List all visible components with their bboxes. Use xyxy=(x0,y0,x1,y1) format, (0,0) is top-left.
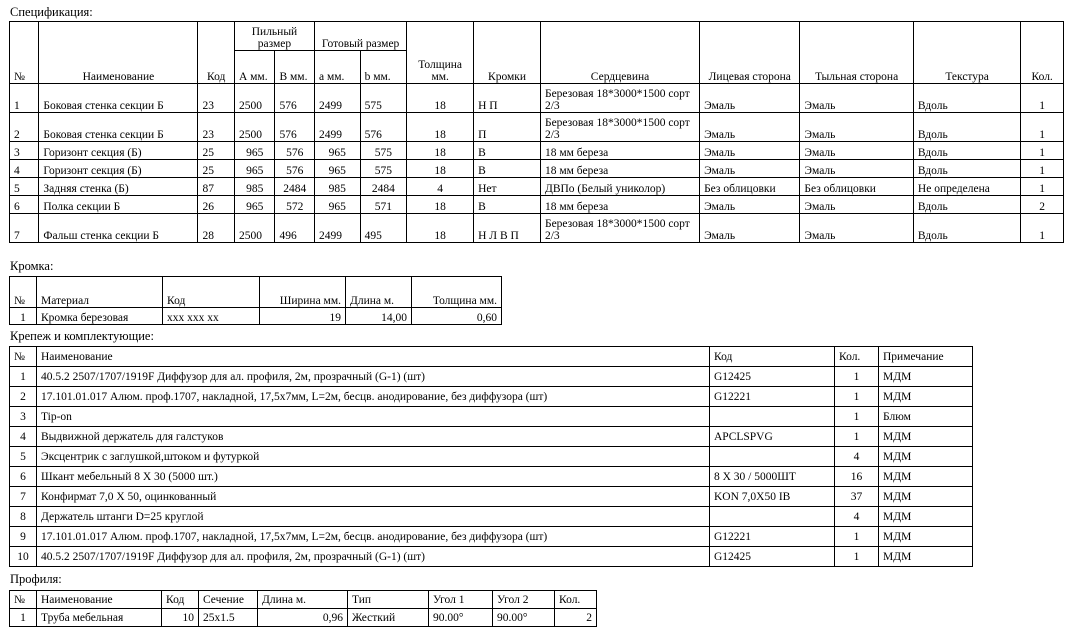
spec-cell-code: 26 xyxy=(198,196,234,214)
prof-cell-length: 0,96 xyxy=(258,609,348,627)
kromka-row xyxy=(10,308,502,325)
spec-header-ready-size: Готовый размер xyxy=(315,22,407,51)
spec-header-back: Тыльная сторона xyxy=(800,22,914,84)
kromka-header-code: Код xyxy=(163,277,260,308)
krep-cell-num: 2 xyxy=(10,387,37,407)
spec-row xyxy=(10,178,1064,196)
spec-cell-b: 572 xyxy=(275,196,315,214)
spec-cell-b: 576 xyxy=(275,113,315,142)
spec-cell-code: 87 xyxy=(198,178,234,196)
spec-cell-num: 1 xyxy=(10,84,39,113)
krep-cell-num: 10 xyxy=(10,547,37,567)
spec-row xyxy=(10,84,1064,113)
spec-cell-texture: Вдоль xyxy=(913,84,1020,113)
prof-cell-code: 10 xyxy=(162,609,199,627)
krep-cell-name: Конфирмат 7,0 Х 50, оцинкованный xyxy=(37,487,710,507)
spec-cell-a: 985 xyxy=(234,178,275,196)
spec-row xyxy=(10,196,1064,214)
spec-cell-face: Без облицовки xyxy=(700,178,800,196)
spec-cell-core: ДВПо (Белый униколор) xyxy=(540,178,699,196)
prof-header-type: Тип xyxy=(348,591,429,609)
spec-cell-code: 25 xyxy=(198,142,234,160)
spec-cell-edges: В xyxy=(474,160,541,178)
krep-cell-qty: 1 xyxy=(835,547,879,567)
section-title-krep: Крепеж и комплектующие: xyxy=(10,329,154,343)
prof-header-length: Длина м. xyxy=(258,591,348,609)
spec-cell-b-small: 575 xyxy=(360,84,407,113)
krep-row xyxy=(10,487,973,507)
krep-cell-name: Эксцентрик с заглушкой,штоком и футуркой xyxy=(37,447,710,467)
section-title-prof: Профиля: xyxy=(10,572,62,586)
spec-cell-code: 23 xyxy=(198,84,234,113)
spec-cell-num: 2 xyxy=(10,113,39,142)
spec-cell-thickness: 4 xyxy=(407,178,474,196)
spec-cell-back: Эмаль xyxy=(800,160,914,178)
kromka-cell-length: 14,00 xyxy=(346,308,412,325)
krep-header-num: № xyxy=(10,347,37,367)
kromka-cell-num: 1 xyxy=(10,308,37,325)
spec-table xyxy=(9,21,1064,243)
prof-header-angle2: Угол 2 xyxy=(493,591,555,609)
spec-cell-edges: В xyxy=(474,196,541,214)
krep-cell-code: 8 X 30 / 5000ШТ xyxy=(710,467,835,487)
prof-cell-name: Труба мебельная xyxy=(37,609,162,627)
spec-cell-thickness: 18 xyxy=(407,142,474,160)
krep-row xyxy=(10,367,973,387)
spec-cell-edges: П xyxy=(474,113,541,142)
spec-header-name: Наименование xyxy=(39,22,198,84)
spec-header-face: Лицевая сторона xyxy=(700,22,800,84)
spec-cell-qty: 2 xyxy=(1021,196,1064,214)
spec-row xyxy=(10,214,1064,243)
spec-cell-core: Березовая 18*3000*1500 сорт 2/3 xyxy=(540,214,699,243)
spec-cell-texture: Вдоль xyxy=(913,160,1020,178)
krep-cell-qty: 1 xyxy=(835,527,879,547)
krep-cell-num: 5 xyxy=(10,447,37,467)
krep-cell-qty: 4 xyxy=(835,507,879,527)
spec-cell-num: 7 xyxy=(10,214,39,243)
spec-cell-a: 965 xyxy=(234,142,275,160)
krep-cell-name: Держатель штанги D=25 круглой xyxy=(37,507,710,527)
spec-cell-a-small: 965 xyxy=(315,196,361,214)
spec-cell-a: 965 xyxy=(234,196,275,214)
krep-cell-qty: 37 xyxy=(835,487,879,507)
krep-cell-note: МДМ xyxy=(879,447,973,467)
spec-cell-face: Эмаль xyxy=(700,214,800,243)
spec-cell-num: 4 xyxy=(10,160,39,178)
spec-cell-a-small: 965 xyxy=(315,142,361,160)
spec-cell-b: 2484 xyxy=(275,178,315,196)
spec-header-code: Код xyxy=(198,22,234,84)
krep-cell-code: G12425 xyxy=(710,367,835,387)
krep-cell-qty: 1 xyxy=(835,407,879,427)
spec-header-thickness: Толщина мм. xyxy=(407,22,474,84)
krep-cell-code xyxy=(710,507,835,527)
krep-cell-name: 40.5.2 2507/1707/1919F Диффузор для ал. профиля, 2м, прозрачный (G-1) (шт) xyxy=(37,547,710,567)
spec-cell-back: Эмаль xyxy=(800,84,914,113)
spec-row xyxy=(10,160,1064,178)
spec-row xyxy=(10,113,1064,142)
prof-table xyxy=(9,590,597,627)
prof-cell-angle2: 90.00° xyxy=(493,609,555,627)
spec-cell-code: 28 xyxy=(198,214,234,243)
spec-cell-a-small: 2499 xyxy=(315,113,361,142)
krep-cell-qty: 4 xyxy=(835,447,879,467)
spec-cell-a: 2500 xyxy=(234,214,275,243)
krep-cell-qty: 1 xyxy=(835,387,879,407)
krep-row xyxy=(10,467,973,487)
spec-cell-face: Эмаль xyxy=(700,142,800,160)
krep-cell-qty: 1 xyxy=(835,367,879,387)
spec-cell-name: Горизонт секция (Б) xyxy=(39,160,198,178)
spec-cell-face: Эмаль xyxy=(700,113,800,142)
krep-cell-note: МДМ xyxy=(879,427,973,447)
prof-header-name: Наименование xyxy=(37,591,162,609)
krep-cell-code: G12425 xyxy=(710,547,835,567)
spec-cell-texture: Вдоль xyxy=(913,113,1020,142)
spec-cell-edges: В xyxy=(474,142,541,160)
spec-cell-b-small: 571 xyxy=(360,196,407,214)
krep-row xyxy=(10,447,973,467)
kromka-cell-width: 19 xyxy=(260,308,346,325)
kromka-cell-code: xxx xxx xx xyxy=(163,308,260,325)
spec-cell-core: 18 мм береза xyxy=(540,196,699,214)
krep-cell-code xyxy=(710,407,835,427)
krep-cell-note: МДМ xyxy=(879,387,973,407)
krep-cell-qty: 16 xyxy=(835,467,879,487)
spec-cell-edges: Н П xyxy=(474,84,541,113)
spec-cell-name: Полка секции Б xyxy=(39,196,198,214)
spec-cell-b-small: 575 xyxy=(360,142,407,160)
spec-cell-a: 2500 xyxy=(234,113,275,142)
krep-cell-name: Выдвижной держатель для галстуков xyxy=(37,427,710,447)
spec-row xyxy=(10,142,1064,160)
spec-cell-back: Эмаль xyxy=(800,142,914,160)
spec-cell-name: Боковая стенка секции Б xyxy=(39,84,198,113)
prof-cell-type: Жесткий xyxy=(348,609,429,627)
spec-cell-name: Горизонт секция (Б) xyxy=(39,142,198,160)
krep-cell-qty: 1 xyxy=(835,427,879,447)
spec-cell-face: Эмаль xyxy=(700,160,800,178)
kromka-header-material: Материал xyxy=(37,277,163,308)
spec-header-texture: Текстура xyxy=(913,22,1020,84)
spec-cell-num: 3 xyxy=(10,142,39,160)
spec-cell-qty: 1 xyxy=(1021,214,1064,243)
spec-cell-thickness: 18 xyxy=(407,214,474,243)
spec-cell-edges: Нет xyxy=(474,178,541,196)
prof-cell-num: 1 xyxy=(10,609,37,627)
spec-cell-a-small: 2499 xyxy=(315,84,361,113)
spec-cell-core: 18 мм береза xyxy=(540,142,699,160)
krep-cell-name: Tip-on xyxy=(37,407,710,427)
krep-cell-num: 8 xyxy=(10,507,37,527)
spec-cell-name: Боковая стенка секции Б xyxy=(39,113,198,142)
krep-row xyxy=(10,387,973,407)
spec-header-core: Сердцевина xyxy=(540,22,699,84)
krep-cell-name: 17.101.01.017 Алюм. проф.1707, накладной, 17,5х7мм, L=2м, бесцв. анодирование, без диффузора (шт) xyxy=(37,387,710,407)
spec-cell-b: 576 xyxy=(275,142,315,160)
kromka-header-thickness: Толщина мм. xyxy=(412,277,502,308)
krep-table xyxy=(9,346,973,567)
spec-header-edges: Кромки xyxy=(474,22,541,84)
spec-header-saw-size: Пильный размер xyxy=(234,22,314,51)
spec-cell-face: Эмаль xyxy=(700,84,800,113)
spec-cell-texture: Вдоль xyxy=(913,142,1020,160)
prof-header-section: Сечение xyxy=(199,591,258,609)
spec-cell-back: Эмаль xyxy=(800,214,914,243)
krep-cell-num: 6 xyxy=(10,467,37,487)
spec-cell-thickness: 18 xyxy=(407,196,474,214)
spec-cell-b-small: 575 xyxy=(360,160,407,178)
spec-cell-core: Березовая 18*3000*1500 сорт 2/3 xyxy=(540,113,699,142)
krep-cell-code: APCLSPVG xyxy=(710,427,835,447)
spec-cell-texture: Вдоль xyxy=(913,196,1020,214)
prof-header-qty: Кол. xyxy=(555,591,597,609)
prof-header-angle1: Угол 1 xyxy=(429,591,493,609)
spec-header-qty: Кол. xyxy=(1021,22,1064,84)
krep-cell-note: Блюм xyxy=(879,407,973,427)
kromka-table xyxy=(9,276,502,325)
spec-cell-qty: 1 xyxy=(1021,84,1064,113)
krep-row xyxy=(10,407,973,427)
krep-cell-note: МДМ xyxy=(879,507,973,527)
spec-cell-face: Эмаль xyxy=(700,196,800,214)
spec-cell-qty: 1 xyxy=(1021,178,1064,196)
kromka-cell-material: Кромка березовая xyxy=(37,308,163,325)
spec-cell-num: 5 xyxy=(10,178,39,196)
prof-cell-angle1: 90.00° xyxy=(429,609,493,627)
krep-row xyxy=(10,527,973,547)
krep-header-name: Наименование xyxy=(37,347,710,367)
spec-cell-a-small: 2499 xyxy=(315,214,361,243)
krep-header-code: Код xyxy=(710,347,835,367)
spec-header-b-small: b мм. xyxy=(360,51,407,84)
spec-cell-edges: Н Л В П xyxy=(474,214,541,243)
krep-cell-num: 9 xyxy=(10,527,37,547)
spec-cell-qty: 1 xyxy=(1021,113,1064,142)
krep-row xyxy=(10,547,973,567)
spec-cell-thickness: 18 xyxy=(407,160,474,178)
section-title-spec: Спецификация: xyxy=(10,5,93,19)
krep-cell-note: МДМ xyxy=(879,487,973,507)
spec-cell-core: Березовая 18*3000*1500 сорт 2/3 xyxy=(540,84,699,113)
krep-cell-code: KON 7,0X50 IB xyxy=(710,487,835,507)
krep-header-note: Примечание xyxy=(879,347,973,367)
spec-cell-b-small: 2484 xyxy=(360,178,407,196)
krep-cell-code xyxy=(710,447,835,467)
spec-cell-b: 576 xyxy=(275,160,315,178)
krep-cell-num: 1 xyxy=(10,367,37,387)
spec-cell-qty: 1 xyxy=(1021,160,1064,178)
krep-cell-name: 17.101.01.017 Алюм. проф.1707, накладной, 17,5х7мм, L=2м, бесцв. анодирование, без диффузора (шт) xyxy=(37,527,710,547)
spec-cell-back: Эмаль xyxy=(800,113,914,142)
prof-header-code: Код xyxy=(162,591,199,609)
section-title-kromka: Кромка: xyxy=(10,259,54,273)
spec-cell-code: 23 xyxy=(198,113,234,142)
prof-header-num: № xyxy=(10,591,37,609)
spec-cell-b: 576 xyxy=(275,84,315,113)
spec-cell-core: 18 мм береза xyxy=(540,160,699,178)
spec-cell-texture: Вдоль xyxy=(913,214,1020,243)
krep-cell-note: МДМ xyxy=(879,367,973,387)
spec-cell-num: 6 xyxy=(10,196,39,214)
krep-cell-num: 3 xyxy=(10,407,37,427)
spec-cell-b: 496 xyxy=(275,214,315,243)
spec-cell-b-small: 576 xyxy=(360,113,407,142)
prof-row xyxy=(10,609,597,627)
krep-row xyxy=(10,507,973,527)
spec-header-b-mm: В мм. xyxy=(275,51,315,84)
kromka-header-length: Длина м. xyxy=(346,277,412,308)
spec-header-a-small: a мм. xyxy=(315,51,361,84)
krep-row xyxy=(10,427,973,447)
kromka-cell-thickness: 0,60 xyxy=(412,308,502,325)
spec-cell-name: Фальш стенка секции Б xyxy=(39,214,198,243)
spec-cell-qty: 1 xyxy=(1021,142,1064,160)
kromka-header-width: Ширина мм. xyxy=(260,277,346,308)
krep-cell-note: МДМ xyxy=(879,547,973,567)
spec-cell-back: Эмаль xyxy=(800,196,914,214)
krep-cell-note: МДМ xyxy=(879,467,973,487)
spec-header-a-mm: А мм. xyxy=(234,51,275,84)
spec-cell-code: 25 xyxy=(198,160,234,178)
krep-cell-code: G12221 xyxy=(710,527,835,547)
krep-cell-num: 7 xyxy=(10,487,37,507)
krep-cell-name: Шкант мебельный 8 Х 30 (5000 шт.) xyxy=(37,467,710,487)
prof-cell-section: 25x1.5 xyxy=(199,609,258,627)
spec-header-num: № xyxy=(10,22,39,84)
spec-cell-back: Без облицовки xyxy=(800,178,914,196)
spec-cell-texture: Не определена xyxy=(913,178,1020,196)
spec-cell-a-small: 985 xyxy=(315,178,361,196)
krep-cell-num: 4 xyxy=(10,427,37,447)
spec-cell-a: 2500 xyxy=(234,84,275,113)
krep-cell-note: МДМ xyxy=(879,527,973,547)
kromka-header-num: № xyxy=(10,277,37,308)
spec-cell-thickness: 18 xyxy=(407,84,474,113)
spec-cell-b-small: 495 xyxy=(360,214,407,243)
krep-cell-name: 40.5.2 2507/1707/1919F Диффузор для ал. профиля, 2м, прозрачный (G-1) (шт) xyxy=(37,367,710,387)
spec-cell-name: Задняя стенка (Б) xyxy=(39,178,198,196)
krep-header-qty: Кол. xyxy=(835,347,879,367)
krep-cell-code: G12221 xyxy=(710,387,835,407)
spec-cell-a-small: 965 xyxy=(315,160,361,178)
prof-cell-qty: 2 xyxy=(555,609,597,627)
spec-cell-thickness: 18 xyxy=(407,113,474,142)
spec-cell-a: 965 xyxy=(234,160,275,178)
